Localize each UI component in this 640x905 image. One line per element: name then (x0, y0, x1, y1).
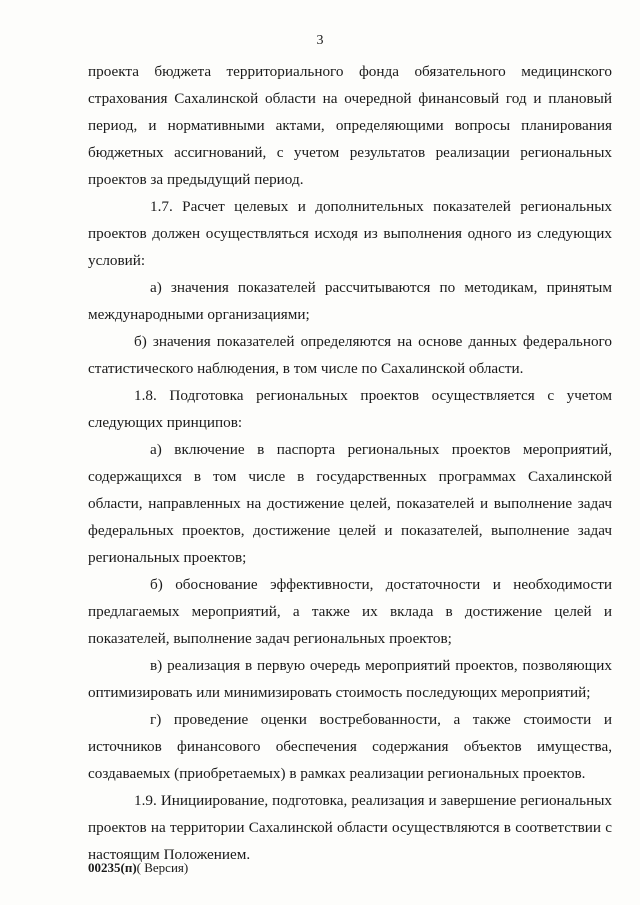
paragraph-1-7: 1.7. Расчет целевых и дополнительных показателей региональных проектов должен осуществляться исходя из выполнения одного из следующих условий: (88, 198, 612, 269)
paragraph-1-9: 1.9. Инициирование, подготовка, реализация и завершение региональных проектов на территории Сахалинской области осуществляются в соответствии с настоящим Положением. (88, 792, 612, 863)
document-version: ( Версия) (136, 860, 189, 875)
paragraph-1-8-c: в) реализация в первую очередь мероприятий проектов, позволяющих оптимизировать или минимизировать стоимость последующих мероприятий; (88, 657, 612, 701)
document-footer (88, 860, 188, 876)
paragraph-1-8-a: а) включение в паспорта региональных проектов мероприятий, содержащихся в том числе в государственных программах Сахалинской области, направленных на достижение целей, показателей и выполнение задач федеральных проектов, достижение целей и показателей, выполнение задач региональных проектов; (88, 441, 612, 566)
paragraph-1-8-b: б) обоснование эффективности, достаточности и необходимости предлагаемых мероприятий, а также их вклада в достижение целей и показателей, выполнение задач региональных проектов; (88, 576, 612, 647)
paragraph-1-7-a: а) значения показателей рассчитываются по методикам, принятым международными организациями; (88, 279, 612, 323)
paragraph-1-7-b: б) значения показателей определяются на основе данных федерального статистического наблюдения, в том числе по Сахалинской области. (88, 333, 612, 377)
paragraph-1-8: 1.8. Подготовка региональных проектов осуществляется с учетом следующих принципов: (88, 387, 612, 431)
paragraph-continuation: проекта бюджета территориального фонда обязательного медицинского страхования Сахалинской области на очередной финансовый год и плановый период, и нормативными актами, определяющими вопросы планирования бюджетных ассигнований, с учетом результатов реализации региональных проектов за предыдущий период. (88, 63, 612, 188)
page-number: 3 (316, 33, 324, 48)
document-body (88, 58, 612, 868)
paragraph-1-8-d: г) проведение оценки востребованности, а также стоимости и источников финансового обеспечения содержания объектов имущества, создаваемых (приобретаемых) в рамках реализации региональных проектов. (88, 711, 612, 782)
document-code: 00235(п) (88, 860, 137, 875)
